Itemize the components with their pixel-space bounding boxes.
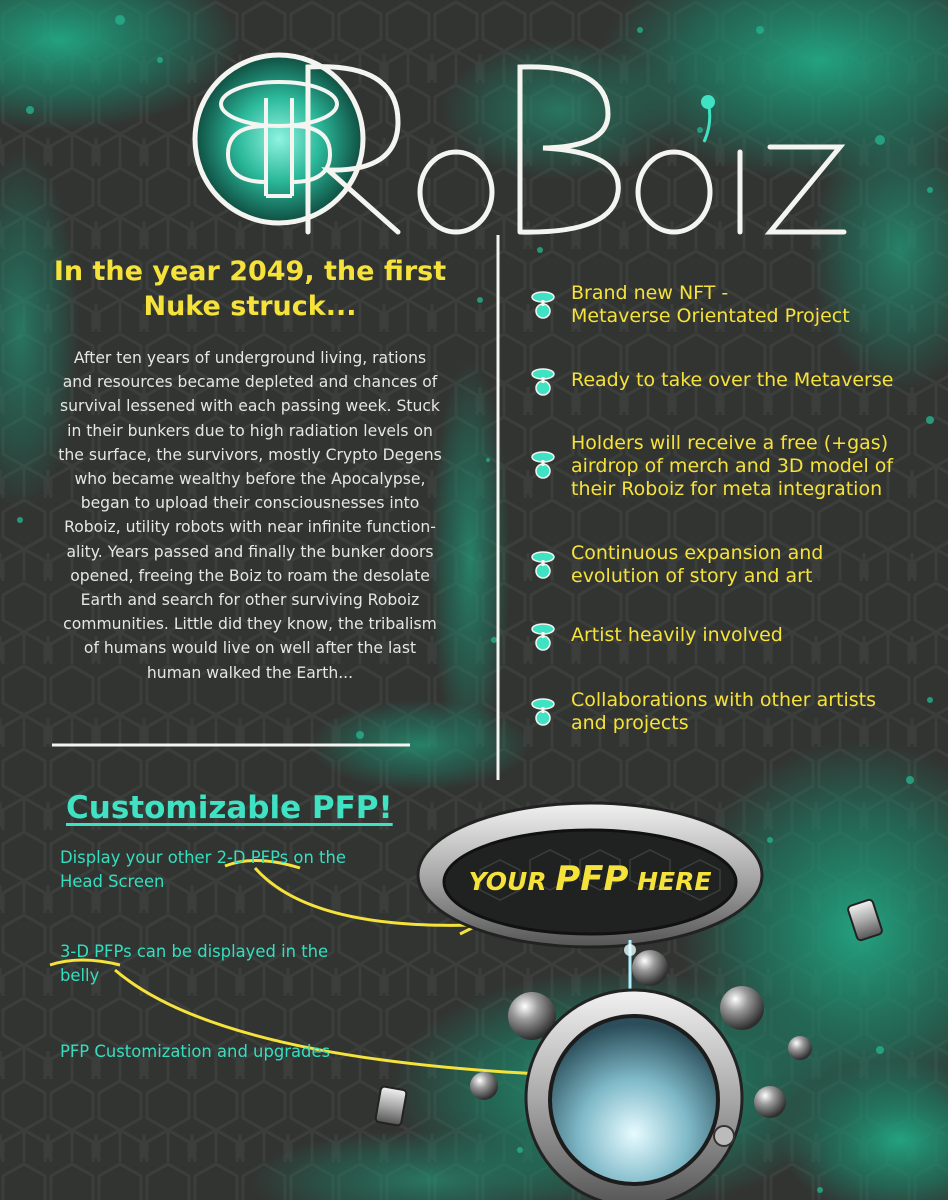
feature-text bbox=[571, 369, 931, 392]
robot-illustration bbox=[300, 790, 948, 1200]
story-line: and resources became depleted and chances of bbox=[62, 373, 438, 392]
pfp-note2-part-b: can be displayed in the bbox=[131, 942, 329, 961]
story-line: the surface, the survivors, mostly Crypto Degens bbox=[58, 445, 442, 464]
roboiz-wordmark bbox=[288, 52, 848, 237]
story-title bbox=[40, 254, 460, 324]
roboiz-bullet-icon bbox=[530, 697, 556, 727]
screen-label-part-a: YOUR bbox=[468, 867, 556, 896]
feature-line: Brand new NFT - bbox=[571, 282, 729, 304]
pfp-note1-part-a: Display your other bbox=[60, 848, 217, 867]
roboiz-bullet-icon bbox=[530, 550, 556, 580]
feature-text bbox=[571, 689, 931, 735]
story-line: in their bunkers due to high radiation levels on bbox=[67, 421, 433, 440]
feature-line: Ready to take over the Metaverse bbox=[571, 369, 894, 391]
screen-label-part-c: HERE bbox=[628, 867, 712, 896]
feature-line: Metaverse Orientated Project bbox=[571, 305, 850, 327]
story-title-line2: Nuke struck... bbox=[143, 291, 357, 322]
feature-line: airdrop of merch and 3D model of bbox=[571, 455, 894, 477]
feature-text bbox=[571, 624, 931, 647]
story-line: of humans would live on well after the last bbox=[83, 639, 417, 658]
pfp-section-title: Customizable PFP! bbox=[66, 790, 393, 826]
story-line: opened, freeing the Boiz to roam the desolate bbox=[70, 566, 430, 585]
feature-line: Artist heavily involved bbox=[571, 624, 783, 646]
feature-text bbox=[571, 542, 931, 588]
roboiz-bullet-icon bbox=[530, 367, 556, 397]
roboiz-bullet-icon bbox=[530, 450, 556, 480]
pfp-note-customization: PFP Customization and upgrades bbox=[60, 1042, 331, 1061]
feature-line: Continuous expansion and bbox=[571, 542, 824, 564]
roboiz-bullet-icon bbox=[530, 290, 556, 320]
pfp-note1-line2: Head Screen bbox=[60, 872, 165, 891]
story-line: ality. Years passed and finally the bunker doors bbox=[66, 542, 434, 561]
story-line: who became wealthy before the Apocalypse, bbox=[74, 470, 426, 489]
feature-line: Collaborations with other artists bbox=[571, 689, 877, 711]
story-line: Roboiz, utility robots with near infinite function- bbox=[64, 518, 436, 537]
pfp-note2-part-a: 3-D PFPs bbox=[60, 942, 132, 961]
story-line: human walked the Earth... bbox=[146, 663, 354, 682]
story-line: survival lessened with each passing week. Stuck bbox=[60, 397, 440, 416]
roboiz-bullet-icon bbox=[530, 622, 556, 652]
screen-label-part-b: PFP bbox=[555, 859, 629, 899]
story-line: communities. Little did they know, the tribalism bbox=[63, 615, 437, 634]
pfp-note1-part-c: on the bbox=[288, 848, 346, 867]
feature-text bbox=[571, 432, 931, 501]
feature-line: Holders will receive a free (+gas) bbox=[571, 432, 889, 454]
feature-line: their Roboiz for meta integration bbox=[571, 478, 883, 500]
story-line: Earth and search for other surviving Roboiz bbox=[80, 591, 420, 610]
feature-line: and projects bbox=[571, 712, 689, 734]
story-body bbox=[40, 346, 460, 685]
story-line: began to upload their consciousnesses into bbox=[80, 494, 420, 513]
feature-line: evolution of story and art bbox=[571, 565, 813, 587]
pfp-note1-part-b: 2-D PFPs bbox=[216, 848, 289, 867]
feature-text bbox=[571, 282, 931, 328]
story-line: After ten years of underground living, rations bbox=[73, 349, 427, 367]
pfp-note2-line2: belly bbox=[60, 966, 100, 985]
story-title-line1: In the year 2049, the first bbox=[53, 256, 447, 287]
